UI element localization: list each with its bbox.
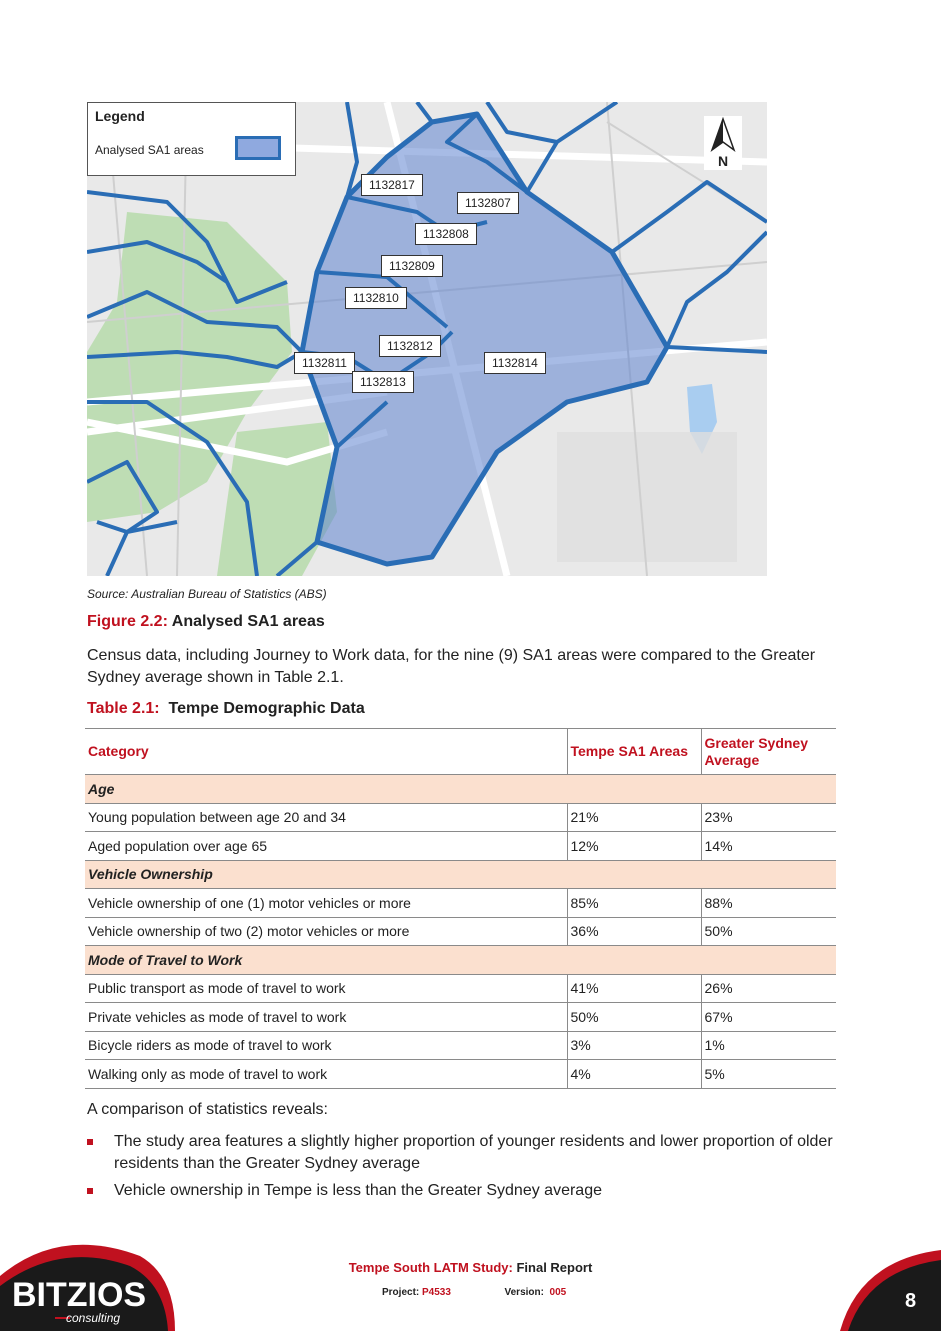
row-category: Young population between age 20 and 34 [85,803,567,832]
list-item [87,1180,867,1202]
table-caption [87,700,365,718]
north-arrow-icon [704,116,742,154]
version-label: Version: [504,1287,544,1298]
table-title: Tempe Demographic Data [168,700,365,717]
comparison-intro: A comparison of statistics reveals: [87,1101,328,1118]
header-tempe: Tempe SA1 Areas [567,729,701,775]
figure-title: Analysed SA1 areas [171,613,325,630]
row-sydney-value: 23% [701,803,836,832]
table-row [85,832,836,861]
figure-source: Source: Australian Bureau of Statistics (ABS) [87,587,327,601]
row-sydney-value: 5% [701,1060,836,1089]
logo-subtext: consulting [66,1311,121,1325]
project-label: Project: [382,1287,420,1298]
intro-paragraph: Census data, including Journey to Work data, for the nine (9) SA1 areas were compared to the Greater Sydney average shown in Table 2.1. [87,647,816,686]
list-item-text: The study area features a slightly higher proportion of younger residents and lower proportion of older residents than the Greater Sydney average [114,1133,833,1172]
sa1-label: 1132813 [352,371,414,393]
bullet-square-icon [87,1188,93,1194]
table-row [85,1003,836,1032]
sa1-label: 1132809 [381,255,443,277]
section-vehicle-ownership: Vehicle Ownership [85,860,836,889]
row-category: Public transport as mode of travel to work [85,974,567,1003]
row-category: Private vehicles as mode of travel to work [85,1003,567,1032]
footer-meta [382,1287,566,1298]
table-row [85,1060,836,1089]
sa1-label: 1132807 [457,192,519,214]
footer-title-study: Tempe South LATM Study: [348,1260,513,1275]
list-item [87,1131,867,1175]
row-tempe-value: 50% [567,1003,701,1032]
legend-swatch [235,136,281,160]
sa1-label: 1132812 [379,335,441,357]
bullet-square-icon [87,1139,93,1145]
header-sydney: Greater Sydney Average [701,729,836,775]
figure-number: Figure 2.2: [87,613,168,630]
row-tempe-value: 21% [567,803,701,832]
comparison-list [87,1131,867,1207]
row-sydney-value: 1% [701,1031,836,1060]
sa1-label: 1132814 [484,352,546,374]
row-sydney-value: 67% [701,1003,836,1032]
section-mode-of-travel: Mode of Travel to Work [85,946,836,975]
row-sydney-value: 88% [701,889,836,918]
table-row [85,889,836,918]
map-legend [87,102,296,176]
row-category: Bicycle riders as mode of travel to work [85,1031,567,1060]
row-category: Walking only as mode of travel to work [85,1060,567,1089]
sa1-label: 1132811 [294,352,355,374]
row-tempe-value: 85% [567,889,701,918]
figure-caption [87,613,325,631]
row-sydney-value: 26% [701,974,836,1003]
north-label: N [717,153,729,169]
table-row [85,974,836,1003]
north-arrow [704,116,742,170]
row-tempe-value: 4% [567,1060,701,1089]
table-number: Table 2.1: [87,700,160,717]
footer-title [0,1260,941,1275]
row-tempe-value: 41% [567,974,701,1003]
row-sydney-value: 14% [701,832,836,861]
logo-text: BITZIOS [12,1276,147,1314]
legend-item-label: Analysed SA1 areas [95,143,204,157]
project-value: P4533 [422,1287,451,1298]
row-category: Aged population over age 65 [85,832,567,861]
table-row [85,917,836,946]
table-row [85,1031,836,1060]
footer-title-report: Final Report [512,1260,593,1275]
row-tempe-value: 3% [567,1031,701,1060]
table-section-row [85,946,836,975]
row-tempe-value: 12% [567,832,701,861]
table-section-row [85,775,836,804]
legend-title: Legend [95,108,145,124]
sa1-label: 1132817 [361,174,423,196]
row-sydney-value: 50% [701,917,836,946]
demographic-table [85,728,836,1089]
sa1-label: 1132808 [415,223,477,245]
list-item-text: Vehicle ownership in Tempe is less than the Greater Sydney average [114,1182,602,1199]
sa1-map [87,102,767,576]
page-corner-shape [840,1250,941,1331]
row-tempe-value: 36% [567,917,701,946]
header-category: Category [85,729,567,775]
row-category: Vehicle ownership of two (2) motor vehicles or more [85,917,567,946]
section-age: Age [85,775,836,804]
sa1-label: 1132810 [345,287,407,309]
table-section-row [85,860,836,889]
page-number: 8 [905,1290,917,1312]
table-row [85,803,836,832]
version-value: 005 [549,1287,567,1298]
table-header-row [85,729,836,775]
row-category: Vehicle ownership of one (1) motor vehicles or more [85,889,567,918]
